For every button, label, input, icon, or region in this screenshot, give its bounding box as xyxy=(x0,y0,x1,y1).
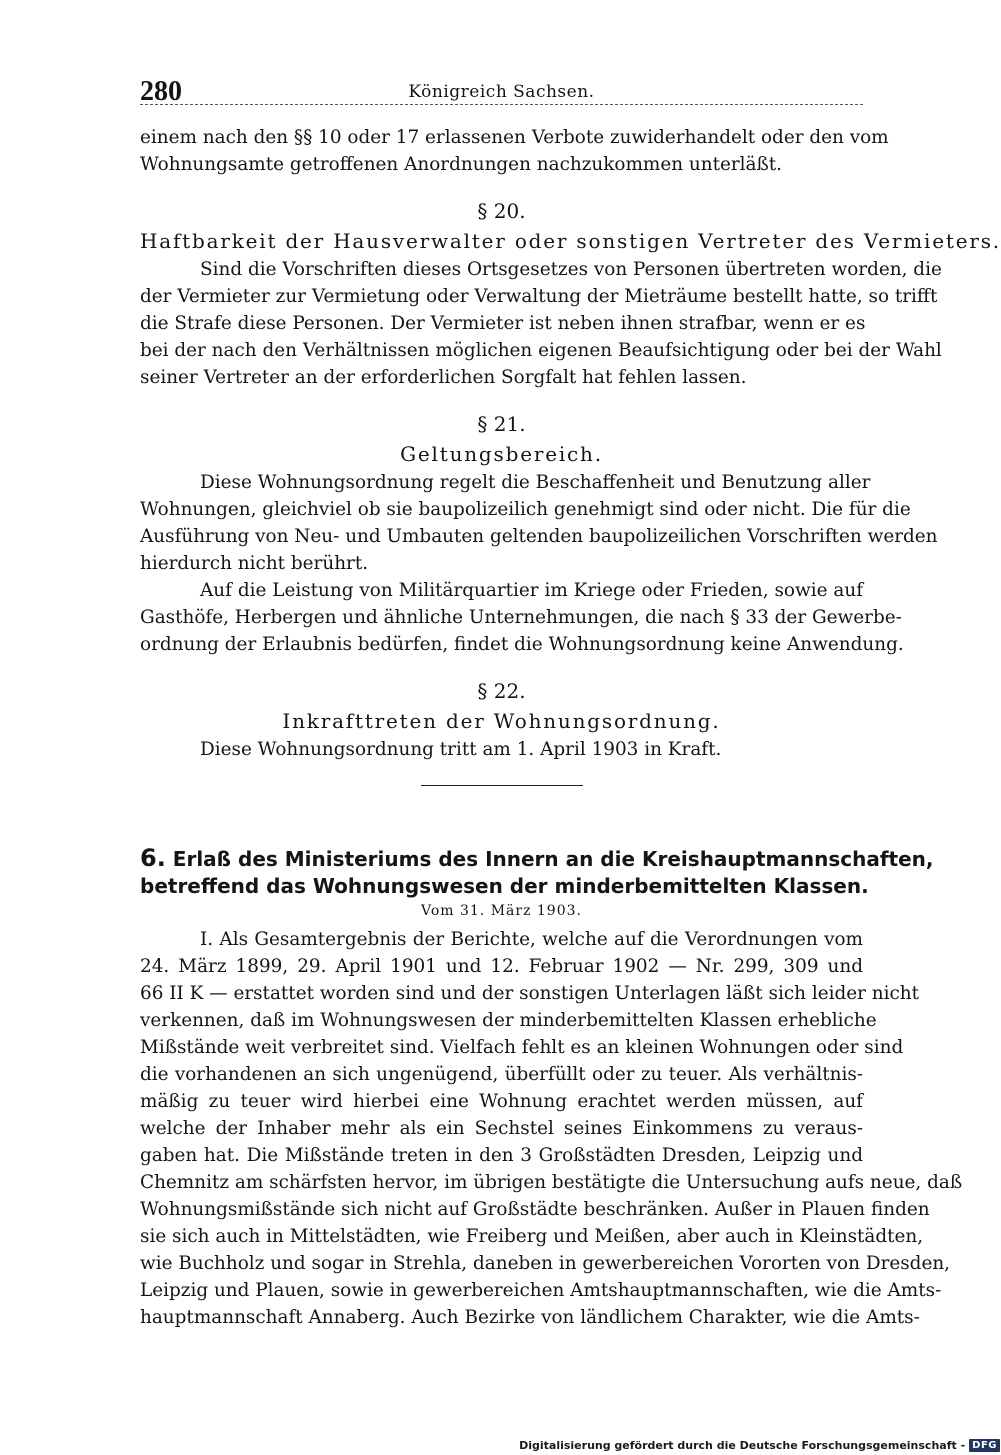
text-line: Wohnungen, gleichviel ob sie baupolizeilich genehmigt sind oder nicht. Die für die xyxy=(140,499,911,520)
text-line: die Strafe diese Personen. Der Vermieter ist neben ihnen strafbar, wenn er es xyxy=(140,313,866,334)
section-20 xyxy=(140,196,1001,391)
text-line: Auf die Leistung von Militärquartier im Kriege oder Frieden, sowie auf xyxy=(200,580,863,601)
running-title: Königreich Sachsen. xyxy=(408,82,595,102)
section-number: § 22. xyxy=(477,679,526,703)
text-line: Mißstände weit verbreitet sind. Vielfach fehlt es an kleinen Wohnungen oder sind xyxy=(140,1037,904,1058)
text-line: Wohnungsamte getroffenen Anordnungen nachzukommen unterläßt. xyxy=(140,154,783,175)
decree-6 xyxy=(140,844,963,1331)
text-line: wie Buchholz und sogar in Strehla, daneben in gewerbereichen Vororten von Dresden, xyxy=(140,1253,951,1274)
text-line: der Vermieter zur Vermietung oder Verwaltung der Mieträume bestellt hatte, so trifft xyxy=(140,286,938,307)
page-body xyxy=(140,124,1001,1331)
text-line: verkennen, daß im Wohnungswesen der minderbemittelten Klassen erhebliche xyxy=(140,1010,877,1031)
text-line: welche der Inhaber mehr als ein Sechstel seines Einkommens zu veraus- xyxy=(140,1118,863,1139)
text-line: Gasthöfe, Herbergen und ähnliche Unternehmungen, die nach § 33 der Gewerbe- xyxy=(140,607,902,628)
text-line: gaben hat. Die Mißstände treten in den 3 Großstädten Dresden, Leipzig und xyxy=(140,1145,863,1166)
text-line: ordnung der Erlaubnis bedürfen, findet die Wohnungsordnung keine Anwendung. xyxy=(140,634,904,655)
text-line: 24. März 1899, 29. April 1901 und 12. Februar 1902 — Nr. 299, 309 und xyxy=(140,956,863,977)
text-line: hierdurch nicht berührt. xyxy=(140,553,369,574)
text-line: seiner Vertreter an der erforderlichen Sorgfalt hat fehlen lassen. xyxy=(140,367,747,388)
page-number: 280 xyxy=(140,76,182,107)
decree-text xyxy=(140,926,963,1331)
text-line: die vorhandenen an sich ungenügend, überfüllt oder zu teuer. Als verhältnis- xyxy=(140,1064,863,1085)
decree-title xyxy=(140,844,934,872)
decree-title-line-2: betreffend das Wohnungswesen der minderbemittelten Klassen. xyxy=(140,874,869,898)
section-title: Inkrafttreten der Wohnungsordnung. xyxy=(282,709,721,733)
text-line: Diese Wohnungsordnung regelt die Beschaffenheit und Benutzung aller xyxy=(200,472,871,493)
section-21 xyxy=(140,409,938,658)
section-number: § 20. xyxy=(477,199,526,223)
text-line: Leipzig und Plauen, sowie in gewerbereichen Amtshauptmannschaften, wie die Amts- xyxy=(140,1280,942,1301)
text-line: Ausführung von Neu- und Umbauten geltenden baupolizeilichen Vorschriften werden xyxy=(140,526,938,547)
text-line: hauptmannschaft Annaberg. Auch Bezirke von ländlichem Charakter, wie die Amts- xyxy=(140,1307,920,1328)
intro-paragraph xyxy=(140,124,889,178)
text-line: 66 II K — erstattet worden sind und der sonstigen Unterlagen läßt sich leider nicht xyxy=(140,983,920,1004)
decree-number: 6. xyxy=(140,844,166,872)
text-line: I. Als Gesamtergebnis der Berichte, welche auf die Verordnungen vom xyxy=(200,929,863,950)
section-22 xyxy=(140,676,863,763)
text-line: Diese Wohnungsordnung tritt am 1. April 1903 in Kraft. xyxy=(200,739,722,760)
text-line: bei der nach den Verhältnissen möglichen eigenen Beaufsichtigung oder bei der Wahl xyxy=(140,340,942,361)
section-title: Haftbarkeit der Hausverwalter oder sonstigen Vertreter des Vermieters. xyxy=(140,229,1001,253)
decree-title-line-1: Erlaß des Ministeriums des Innern an die Kreishauptmannschaften, xyxy=(172,847,934,871)
digitization-footer xyxy=(519,1437,1000,1453)
text-line: Sind die Vorschriften dieses Ortsgesetzes von Personen übertreten worden, die xyxy=(200,259,942,280)
text-line: mäßig zu teuer wird hierbei eine Wohnung erachtet werden müssen, auf xyxy=(140,1091,863,1112)
text-line: sie sich auch in Mittelstädten, wie Freiberg und Meißen, aber auch in Kleinstädten, xyxy=(140,1226,924,1247)
section-number: § 21. xyxy=(477,412,526,436)
text-line: einem nach den §§ 10 oder 17 erlassenen Verbote zuwiderhandelt oder den vom xyxy=(140,127,889,148)
section-title: Geltungsbereich. xyxy=(400,442,603,466)
footer-text: Digitalisierung gefördert durch die Deutsche Forschungsgemeinschaft - xyxy=(519,1438,966,1452)
text-line: Chemnitz am schärfsten hervor, im übrigen bestätigte die Untersuchung aufs neue, daß xyxy=(140,1172,963,1193)
dfg-logo: DFG xyxy=(969,1439,1000,1452)
header-rule xyxy=(140,104,863,105)
text-line: Wohnungsmißstände sich nicht auf Großstädte beschränken. Außer in Plauen finden xyxy=(140,1199,930,1220)
decree-date: Vom 31. März 1903. xyxy=(421,903,582,919)
